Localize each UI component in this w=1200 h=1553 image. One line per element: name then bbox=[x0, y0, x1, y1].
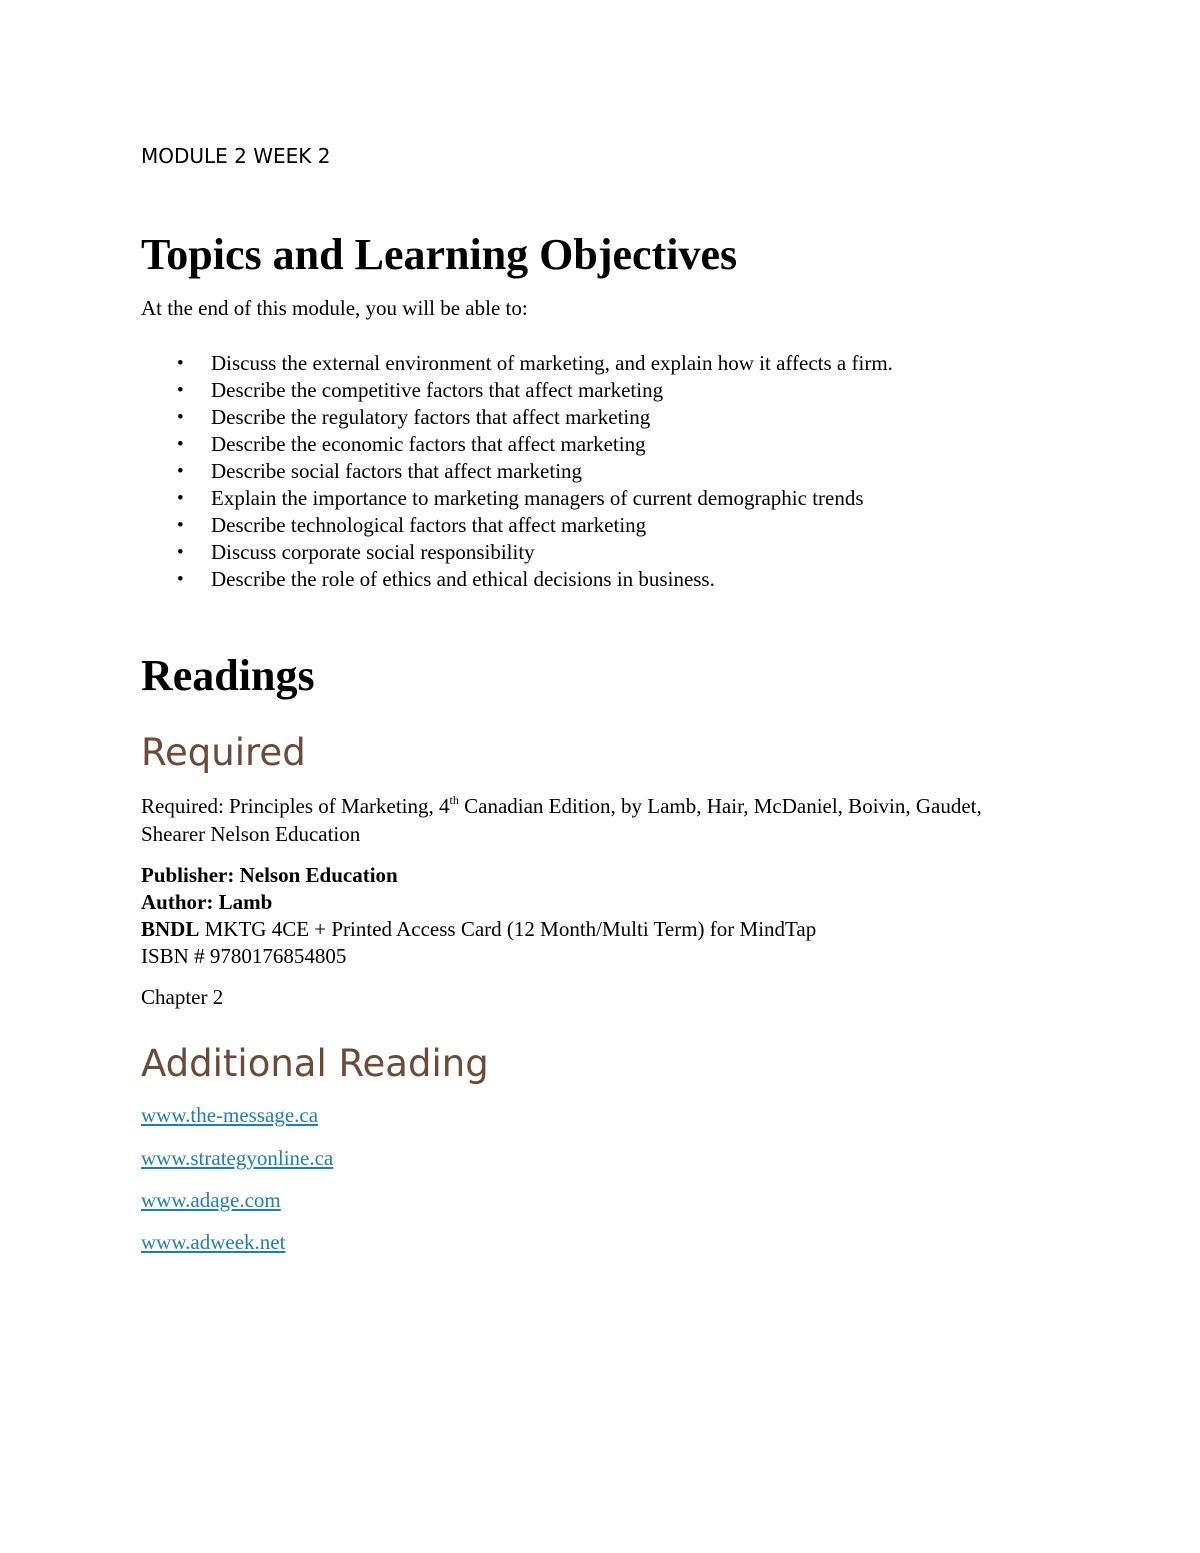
bndl-line: BNDL MKTG 4CE + Printed Access Card (12 Month/Multi Term) for MindTap bbox=[141, 917, 817, 941]
publisher-line: Publisher: Nelson Education bbox=[141, 863, 398, 887]
topics-title: Topics and Learning Objectives bbox=[141, 230, 738, 279]
list-item: • Describe the role of ethics and ethical decisions in business. bbox=[177, 567, 715, 591]
list-item: • Explain the importance to marketing managers of current demographic trends bbox=[177, 486, 864, 510]
objectives-intro: At the end of this module, you will be able to: bbox=[141, 296, 528, 320]
readings-title: Readings bbox=[141, 651, 315, 700]
list-item: • Discuss corporate social responsibility bbox=[177, 540, 535, 564]
required-heading: Required bbox=[141, 731, 306, 774]
isbn-line: ISBN # 9780176854805 bbox=[141, 944, 347, 968]
required-textbook-text: Required: Principles of Marketing, 4th Canadian Edition, by Lamb, Hair, McDaniel, Boivin, Gaudet, Shearer Nelson Education bbox=[141, 793, 982, 846]
list-item: • Describe the economic factors that affect marketing bbox=[177, 432, 646, 456]
objectives-list bbox=[141, 350, 893, 593]
list-item: • Describe the competitive factors that affect marketing bbox=[177, 378, 664, 402]
list-item: • Discuss the external environment of marketing, and explain how it affects a firm. bbox=[177, 351, 893, 375]
list-item: • Describe the regulatory factors that affect marketing bbox=[177, 405, 651, 429]
bullet-icon: • bbox=[177, 515, 184, 536]
module-heading: MODULE 2 WEEK 2 bbox=[141, 144, 331, 168]
link-the-message[interactable]: www.the-message.ca bbox=[141, 1103, 319, 1127]
link-adage[interactable]: www.adage.com bbox=[141, 1188, 281, 1212]
list-item: • Describe social factors that affect marketing bbox=[177, 459, 583, 483]
publisher-block bbox=[141, 862, 816, 970]
bullet-icon: • bbox=[177, 488, 184, 509]
bullet-icon: • bbox=[177, 434, 184, 455]
bullet-icon: • bbox=[177, 569, 184, 590]
bullet-icon: • bbox=[177, 380, 184, 401]
additional-reading-heading: Additional Reading bbox=[141, 1042, 489, 1085]
bullet-icon: • bbox=[177, 407, 184, 428]
bullet-icon: • bbox=[177, 461, 184, 482]
list-item: • Describe technological factors that affect marketing bbox=[177, 513, 647, 537]
link-adweek[interactable]: www.adweek.net bbox=[141, 1230, 286, 1254]
bullet-icon: • bbox=[177, 353, 184, 374]
link-strategyonline[interactable]: www.strategyonline.ca bbox=[141, 1146, 334, 1170]
chapter-line: Chapter 2 bbox=[141, 985, 224, 1009]
bullet-icon: • bbox=[177, 542, 184, 563]
author-line: Author: Lamb bbox=[141, 890, 273, 914]
